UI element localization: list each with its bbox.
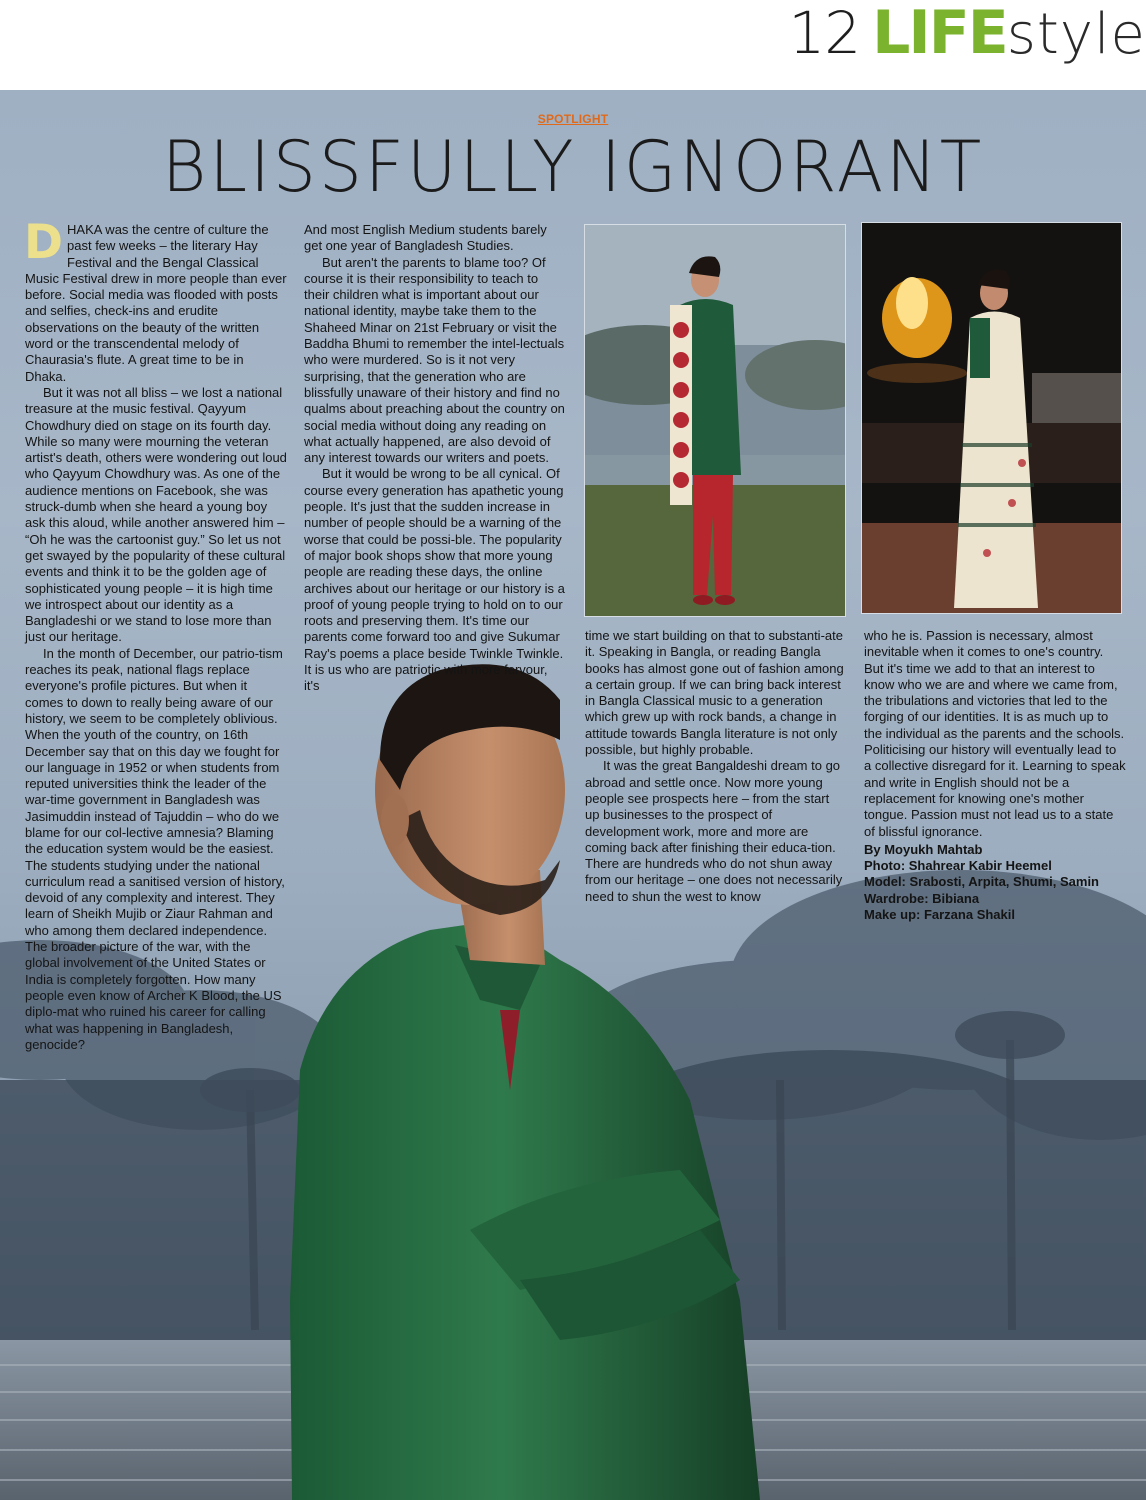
article-column-2 xyxy=(304,222,566,695)
byline: By Moyukh Mahtab xyxy=(864,841,983,857)
article-title: BLISSFULLY IGNORANT xyxy=(161,126,985,208)
section-name-bold: LIFE xyxy=(872,0,1007,68)
section-masthead xyxy=(788,0,1146,68)
photo-credit: Photo: Shahrear Kabir Heemel xyxy=(864,858,1052,874)
paragraph: But it would be wrong to be all cynical. Of course every generation has apathetic young people. It's just that the sudden increase in number of people should be a warning of the worse that could be possi-ble. The popularity of major book shops show that more young people are reading these days, the online archives about our heritage or our history is a proof of young people trying to hold on to our roots and preserving them. It's time our parents come forward too and give Sukumar Ray's poems a place beside Twinkle Twinkle. It is us who are patriotic with more fervour, it's xyxy=(304,466,565,694)
wardrobe-credit: Wardrobe: Bibiana xyxy=(864,890,980,906)
article-kicker: SPOTLIGHT xyxy=(537,112,609,126)
model-photo-green-kurta-art xyxy=(585,225,845,616)
article-credits xyxy=(864,842,1126,923)
paragraph: And most English Medium students barely get one year of Bangladesh Studies. xyxy=(304,222,547,254)
page-number: 12 xyxy=(788,0,861,67)
paragraph: But aren't the parents to blame too? Of course it is their responsibility to teach to their children what is important about our national identity, maybe take them to the Shaheed Minar on 21st February or visit the Baddha Bhumi to remember the intel-lectuals who were murdered. So is it not very surprising, that the generation who are blissfully unaware of their history and find no qualms about preaching about the country on social media without doing any reading on what actually happened, are also devoid of any interest towards our writers and poets. xyxy=(304,254,565,466)
paragraph: In the month of December, our patrio-tism reaches its peak, national flags replace everyone's profile pictures. But when it comes to down to really being aware of our history, we seem to be completely oblivious. When the youth of the country, on 16th December say that on this day we fought for our language in 1952 or when students from reputed universities think the leader of the war-time government in Bangladesh was Jasimuddin instead of Tajuddin – who do we blame for our col-lective amnesia? Blaming the education system would be the easiest. The students studying under the national curriculum read a sanitised version of history, devoid of any complexity and interest. They learn of Sheikh Mujib or Ziaur Rahman and who among them declared independence. The broader picture of the war, with the global involvement of the United States or India is completely forgotten. How many people even know of Archer K Blood, the US diplo-mat who ruined his career for calling what was happening in Bangladesh, genocide? xyxy=(25,645,285,1052)
article-column-1 xyxy=(24,215,287,1053)
article-column-3 xyxy=(585,628,847,905)
paragraph: But it was not all bliss – we lost a national treasure at the music festival. Qayyum Chowdhury died on stage on its fourth day. While so many were mourning the veteran artist's death, others were wondering out loud who Qayyum Chowdhury was. As one of the audience mentions on Facebook, she was struck-dumb when she heard a young boy ask this aloud, while another answered him – “Oh he was the cartoonist guy.” So let us not get swayed by the popularity of these cultural events and think it to be the golden age of sophisticated young people – it is high time we introspect about our identity as a Bangladeshi or we stand to lose more than just our heritage. xyxy=(25,384,287,645)
makeup-credit: Make up: Farzana Shakil xyxy=(864,907,1015,923)
model-photo-white-saree xyxy=(861,222,1122,614)
section-name-light: style xyxy=(1006,2,1146,67)
article-column-4 xyxy=(864,628,1126,923)
model-photo-white-saree-art xyxy=(862,223,1121,613)
drop-cap: D xyxy=(24,215,64,270)
model-credit: Model: Srabosti, Arpita, Shumi, Samin xyxy=(864,874,1099,890)
paragraph: HAKA was the centre of culture the past few weeks – the literary Hay Festival and the Bengal Classical Music Festival drew in more people than ever before. Social media was flooded with posts and selfies, check-ins and erudite observations on the beauty of the written word or the transcendental melody of Chaurasia's flute. A great time to be in Dhaka. xyxy=(25,222,287,384)
paragraph: time we start building on that to substanti-ate it. Speaking in Bangla, or reading Bangla books has almost gone out of fashion among a certain group. If we can bring back interest in Bangla Classical music to a generation which grew up with rock bands, a change in attitude towards Bangla literature is not only possible, but highly probable. xyxy=(585,628,844,758)
page-header xyxy=(0,0,1146,90)
model-photo-green-kurta xyxy=(584,224,846,617)
paragraph: It was the great Bangaldeshi dream to go abroad and settle once. Now more young people see prospects here – from the start up businesses to the prospect of development work, more and more are coming back after finishing their educa-tion. There are hundreds who do not shun away from our heritage – one does not necessarily need to shun the west to know xyxy=(585,758,843,904)
paragraph: who he is. Passion is necessary, almost inevitable when it comes to one's country. But it's time we add to that an interest to know who we are and where we came from, the tribulations and victories that led to the forging of our identities. It is as much up to the individual as the parents and the schools. Politicising our history will eventually lead to a collective disregard for it. Learning to speak and write in English should not be a replacement for knowing one's mother tongue. Passion must not lead us to a state of blissful ignorance. xyxy=(864,628,1126,839)
